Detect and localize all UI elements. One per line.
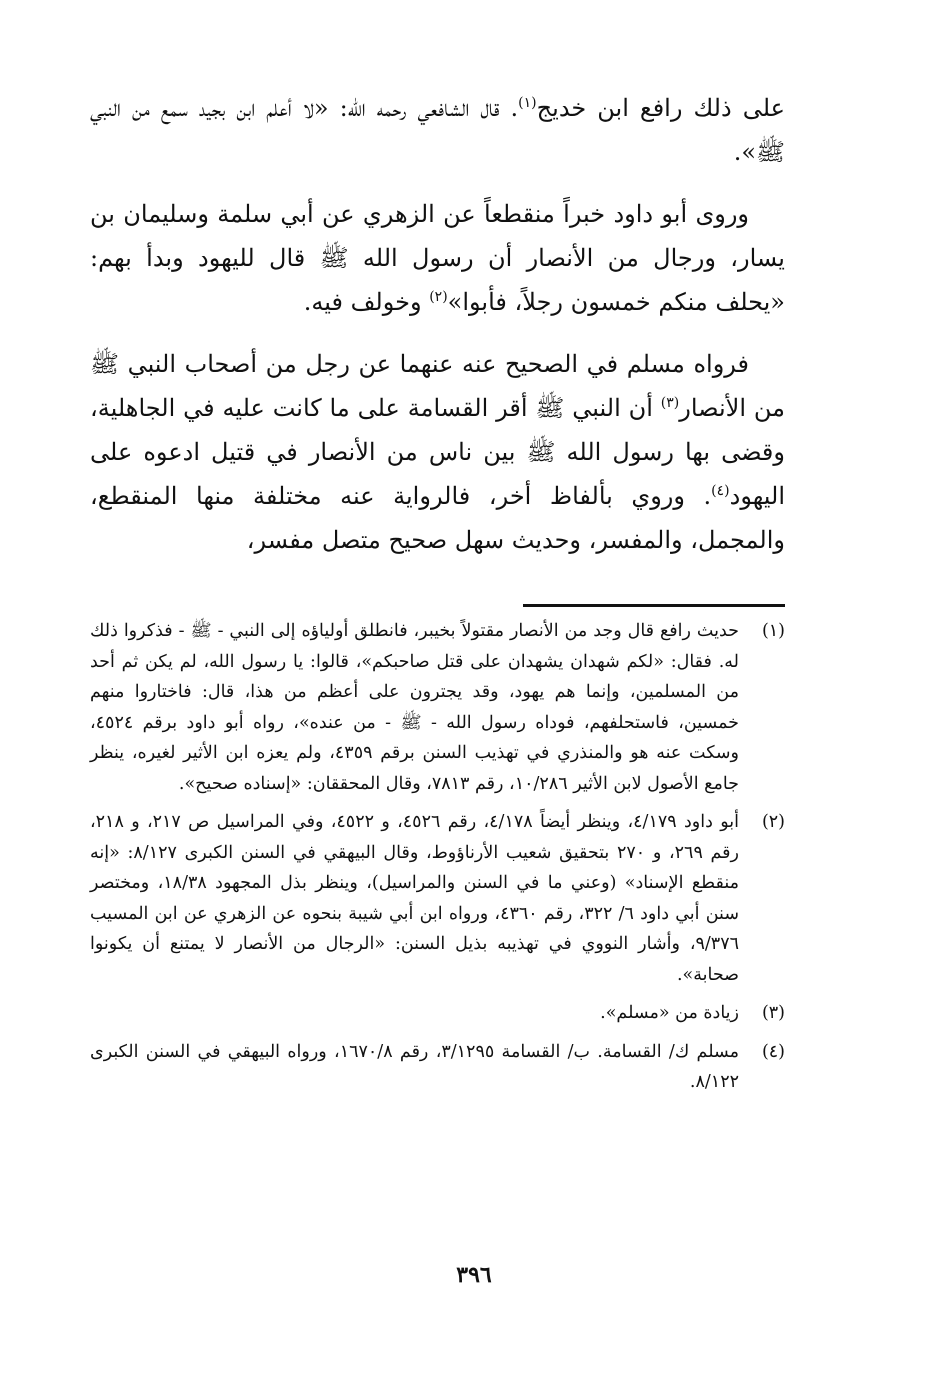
footnote-2 bbox=[90, 807, 785, 990]
footnote-ref-3[interactable]: (٣) bbox=[660, 395, 680, 411]
paragraph-1-part-b: . قال الشافعي رحمه الله: «لا أعلم ابن بجيد سمع من النبي ﷺ». bbox=[90, 94, 785, 166]
paragraph-3-part-b: أن النبي ﷺ أقر القسامة على ما كانت عليه في الجاهلية، وقضى بها رسول الله ﷺ بين ناس من الأنصار في قتيل ادعوه على اليهود bbox=[90, 394, 785, 510]
paragraph-1-part-a: على ذلك رافع ابن خديج bbox=[536, 94, 785, 122]
footnote-3 bbox=[90, 998, 785, 1029]
footnote-number: (٣) bbox=[761, 1003, 785, 1023]
footnote-4 bbox=[90, 1037, 785, 1098]
footnote-1 bbox=[90, 616, 785, 799]
paragraph-3 bbox=[90, 342, 785, 562]
footnote-text: حديث رافع قال وجد من الأنصار مقتولاً بخيبر، فانطلق أولياؤه إلى النبي - ﷺ - فذكروا ذلك له. فقال: «لكم شهدان يشهدان على قتل صاحبكم»، قالوا: يا رسول الله، لم يكن ثم أحد من المسلمين، وإنما هم يهود، وقد يجترون على أعظم من هذا، قال: فاختاروا منهم خمسين، فاستحلفهم، فوداه رسول الله - ﷺ - من عنده»، رواه أبو داود برقم ٤٥٢٤، وسكت عنه هو والمنذري في تهذيب السنن برقم ٤٣٥٩، ولم يعزه ابن الأثير لغيره، ينظر جامع الأصول لابن الأثير ١٠/٢٨٦، رقم ٧٨١٣، وقال المحققان: «إسناده صحيح». bbox=[90, 621, 739, 794]
paragraph-2-part-a: وروى أبو داود خبراً منقطعاً عن الزهري عن أبي سلمة وسليمان بن يسار، ورجال من الأنصار أن رسول الله ﷺ قال لليهود وبدأ بهم: «يحلف منكم خمسون رجلاً، فأبوا» bbox=[90, 200, 785, 316]
footnotes bbox=[90, 616, 785, 1106]
footnote-number: (٤) bbox=[761, 1041, 785, 1062]
footnote-text: مسلم ك/ القسامة. ب/ القسامة ٣/١٢٩٥، رقم ١٦٧٠/٨، ورواه البيهقي في السنن الكبرى ٨/١٢٢. bbox=[90, 1041, 739, 1092]
footnote-ref-4[interactable]: (٤) bbox=[711, 483, 730, 499]
paragraph-2-part-b: وخولف فيه. bbox=[303, 288, 430, 316]
footnote-separator bbox=[523, 604, 785, 607]
footnote-number: (١) bbox=[761, 621, 785, 641]
main-text bbox=[90, 86, 785, 580]
footnote-number: (٢) bbox=[761, 812, 785, 832]
paragraph-2 bbox=[90, 192, 785, 324]
paragraph-3-part-a: فرواه مسلم في الصحيح عنه عنهما عن رجل من أصحاب النبي ﷺ من الأنصار bbox=[90, 350, 785, 422]
paragraph-1 bbox=[90, 86, 785, 174]
paragraph-3-part-c: . وروي بألفاظ أخر، فالرواية عنه مختلفة منها المنقطع، والمجمل، والمفسر، وحديث سهل صحيح متصل مفسر، bbox=[90, 482, 785, 554]
footnote-text: أبو داود ٤/١٧٩، وينظر أيضاً ٤/١٧٨، رقم ٤٥٢٦، و ٤٥٢٢، وفي المراسيل ص ٢١٧، و ٢١٨، رقم ٢٦٩، و ٢٧٠ بتحقيق شعيب الأرناؤوط، وقال البيهقي في السنن الكبرى ٨/١٢٧: «إنه منقطع الإسناد» (وعني ما في السنن والمراسيل)، وينظر بذل المجهود ١٨/٣٨، ومختصر سنن أبي داود ٦/ ٣٢٢، رقم ٤٣٦٠، ورواه ابن أبي شيبة بنحوه عن الزهري عن ابن المسيب ٩/٣٧٦، وأشار النووي في تهذيبه بذيل السنن: «الرجال من الأنصار لا يمتنع أن يكونوا صحابة». bbox=[90, 812, 740, 985]
footnote-ref-2[interactable]: (٢) bbox=[429, 289, 448, 305]
footnote-ref-1[interactable]: (١) bbox=[518, 95, 537, 111]
page-number: ٣٩٦ bbox=[456, 1262, 492, 1288]
footnote-text: زيادة من «مسلم». bbox=[600, 1003, 739, 1023]
